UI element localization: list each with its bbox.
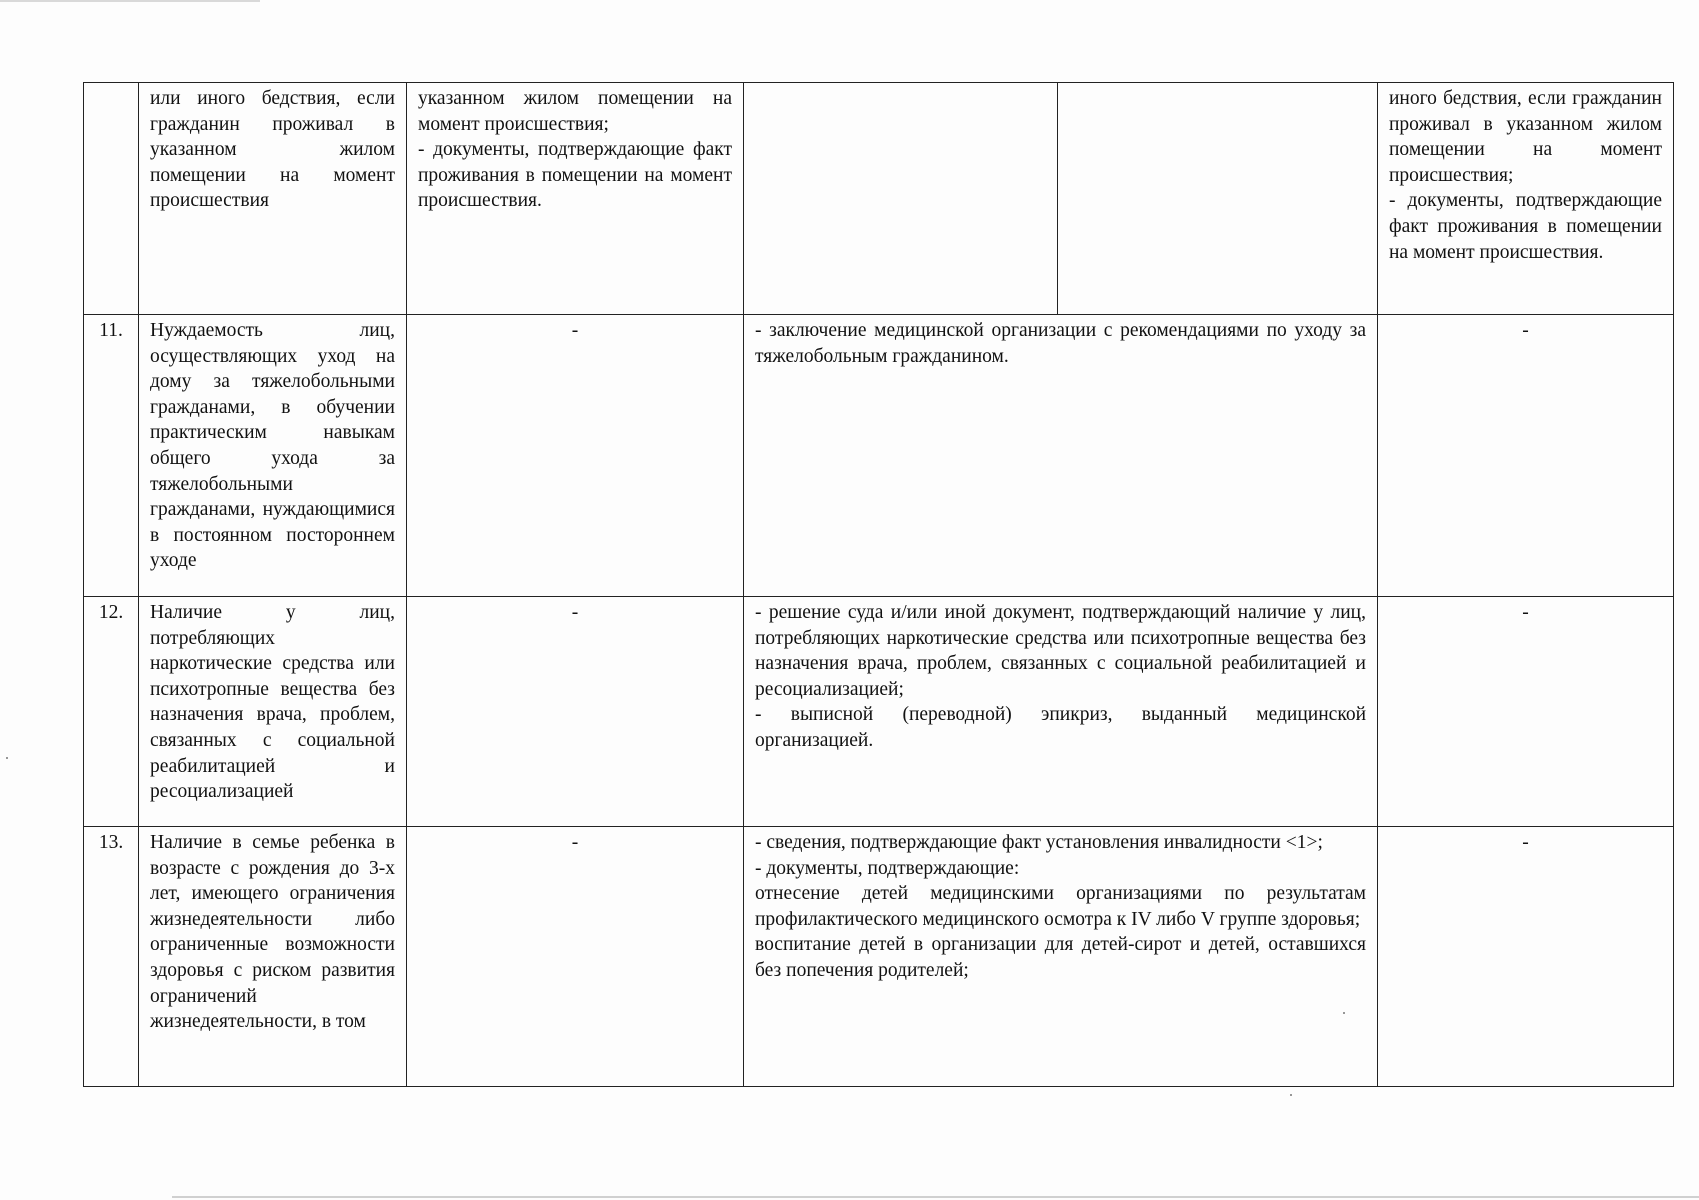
- interagency-docs-cell-b: [1058, 83, 1378, 315]
- row-number-cell: 13.: [84, 827, 139, 1087]
- applicant-docs-cell: [407, 83, 744, 315]
- scan-edge-top: [0, 0, 260, 2]
- table-row: [84, 597, 1674, 827]
- other-docs-cell: [1378, 83, 1674, 315]
- scan-speck: [1290, 1094, 1292, 1096]
- cell-text: -: [571, 832, 579, 853]
- scan-edge-bottom: [172, 1196, 1699, 1198]
- services-table: [83, 82, 1674, 1087]
- condition-cell: или иного бедствия, если гражданин проживал в указанном жилом помещении на момент происшествия: [139, 83, 407, 315]
- cell-text: - заключение медицинской организации с рекомендациями по уходу за тяжелобольным гражданином.: [755, 320, 1366, 367]
- table-row: [84, 827, 1674, 1087]
- cell-text: -: [1522, 602, 1529, 623]
- cell-text: -: [1522, 832, 1529, 853]
- cell-text: -: [1522, 320, 1529, 341]
- interagency-docs-cell: [744, 597, 1378, 827]
- applicant-docs-cell: [407, 315, 744, 597]
- applicant-docs-cell: [407, 597, 744, 827]
- row-number-cell: [84, 83, 139, 315]
- table-row: [84, 83, 1674, 315]
- cell-text: - сведения, подтверждающие факт установления инвалидности <1>; - документы, подтверждающие: отнесение детей медицинскими организациями по результатам профилактического медицинского осмотра к IV либо V группе здоровья; воспитание детей в организации для детей-сирот и детей, оставшихся без попечения родителей;: [755, 832, 1366, 981]
- other-docs-cell: [1378, 597, 1674, 827]
- cell-text: - решение суда и/или иной документ, подтверждающий наличие у лиц, потребляющих наркотические средства или психотропные вещества без назначения врача, проблем, связанных с социальной реабилитацией и ресоциализацией; - выписной (переводной) эпикриз, выданный медицинской организацией.: [755, 602, 1366, 751]
- interagency-docs-cell: [744, 315, 1378, 597]
- other-docs-cell: [1378, 827, 1674, 1087]
- row-number-cell: 11.: [84, 315, 139, 597]
- other-docs-cell: [1378, 315, 1674, 597]
- table-row: [84, 315, 1674, 597]
- cell-text: иного бедствия, если гражданин проживал в указанном жилом помещении на момент происшествия; - документы, подтверждающие факт проживания в помещении на момент происшествия.: [1389, 88, 1662, 263]
- applicant-docs-cell: [407, 827, 744, 1087]
- cell-text: указанном жилом помещении на момент происшествия; - документы, подтверждающие факт проживания в помещении на момент происшествия.: [418, 88, 732, 212]
- condition-cell: Наличие в семье ребенка в возрасте с рождения до 3-х лет, имеющего ограничения жизнедеятельности либо ограниченные возможности здоровья с риском развития ограничений жизнедеятельности, в том: [139, 827, 407, 1087]
- scan-speck: [1343, 1012, 1345, 1014]
- condition-cell: Нуждаемость лиц, осуществляющих уход на дому за тяжелобольными гражданами, в обучении практическим навыкам общего ухода за тяжелобольными гражданами, нуждающимися в постоянном постороннем уходе: [139, 315, 407, 597]
- cell-text: -: [571, 602, 579, 623]
- interagency-docs-cell-a: [744, 83, 1058, 315]
- interagency-docs-cell: [744, 827, 1378, 1087]
- scan-speck: [6, 757, 8, 759]
- cell-text: -: [571, 320, 579, 341]
- condition-cell: Наличие у лиц, потребляющих наркотические средства или психотропные вещества без назначения врача, проблем, связанных с социальной реабилитацией и ресоциализацией: [139, 597, 407, 827]
- row-number-cell: 12.: [84, 597, 139, 827]
